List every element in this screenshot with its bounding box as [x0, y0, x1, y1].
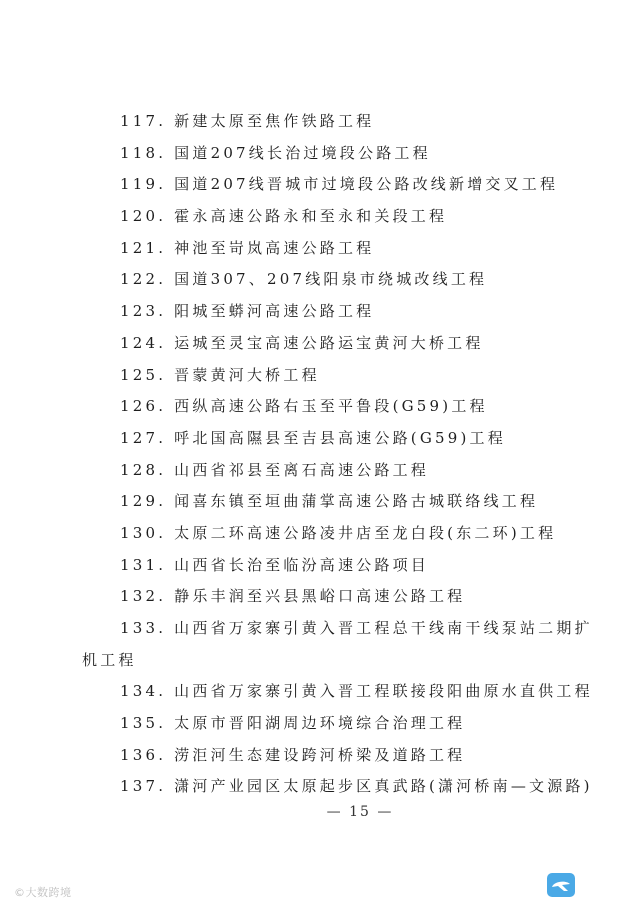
- item-text: 国道207线晋城市过境段公路改线新增交叉工程: [174, 175, 559, 194]
- item-text: 运城至灵宝高速公路运宝黄河大桥工程: [174, 333, 484, 352]
- item-text: 闻喜东镇至垣曲蒲掌高速公路古城联络线工程: [174, 492, 539, 511]
- list-item: [0, 676, 640, 708]
- list-item: [0, 518, 640, 550]
- list-item: [0, 264, 640, 296]
- item-text: 太原二环高速公路凌井店至龙白段(东二环)工程: [174, 523, 557, 542]
- item-text: 涝洰河生态建设跨河桥梁及道路工程: [174, 745, 466, 764]
- item-number: 120.: [120, 207, 167, 226]
- list-item: [0, 423, 640, 455]
- list-item: [0, 486, 640, 518]
- item-number: 119.: [120, 175, 167, 194]
- item-number: 125.: [120, 365, 167, 384]
- item-text: 潇河产业园区太原起步区真武路(潇河桥南—文源路): [174, 777, 593, 796]
- item-text: 静乐丰润至兴县黑峪口高速公路工程: [174, 587, 466, 606]
- list-item: [0, 771, 640, 803]
- item-number: 136.: [120, 745, 167, 764]
- list-item: [0, 106, 640, 138]
- list-item: [0, 233, 640, 265]
- item-number: 122.: [120, 270, 167, 289]
- item-number: 117.: [120, 112, 167, 130]
- item-number: 137.: [120, 777, 167, 796]
- list-item: [0, 138, 640, 170]
- item-text: 山西省万家寨引黄入晋工程联接段阳曲原水直供工程: [174, 682, 593, 701]
- list-item: [0, 708, 640, 740]
- item-text: 呼北国高隰县至吉县高速公路(G59)工程: [174, 428, 506, 447]
- item-text: 阳城至蟒河高速公路工程: [174, 302, 375, 321]
- item-text: 西纵高速公路右玉至平鲁段(G59)工程: [174, 397, 488, 416]
- cloud-plane-logo-icon: [546, 872, 576, 898]
- item-text: 山西省万家寨引黄入晋工程总干线南干线泵站二期扩: [174, 619, 593, 637]
- item-number: 121.: [120, 238, 167, 257]
- item-number: 133.: [120, 619, 167, 637]
- item-text: 太原市晋阳湖周边环境综合治理工程: [174, 714, 466, 733]
- list-item: [0, 740, 640, 772]
- project-list: [0, 106, 640, 803]
- list-item: [0, 581, 640, 613]
- item-text: 国道307、207线阳泉市绕城改线工程: [174, 270, 488, 289]
- page-number: — 15 —: [326, 804, 394, 820]
- watermark-text: ©大数跨境: [14, 886, 72, 899]
- item-number: 123.: [120, 302, 167, 321]
- item-text: 霍永高速公路永和至永和关段工程: [174, 207, 448, 226]
- item-text: 山西省长治至临汾高速公路项目: [174, 555, 429, 574]
- list-item: [0, 455, 640, 487]
- item-number: 124.: [120, 333, 167, 352]
- list-item: [0, 360, 640, 392]
- list-item: [0, 550, 640, 582]
- item-number: 127.: [120, 428, 167, 447]
- list-item: [0, 328, 640, 360]
- item-number: 134.: [120, 682, 167, 701]
- item-text-continuation: 机工程: [82, 650, 137, 669]
- item-text: 晋蒙黄河大桥工程: [174, 365, 320, 384]
- item-number: 135.: [120, 714, 167, 733]
- item-number: 126.: [120, 397, 167, 416]
- item-text: 神池至岢岚高速公路工程: [174, 238, 375, 257]
- item-number: 128.: [120, 460, 167, 479]
- item-number: 131.: [120, 555, 167, 574]
- list-item: [0, 296, 640, 328]
- item-number: 132.: [120, 587, 167, 606]
- item-number: 118.: [120, 143, 167, 162]
- item-number: 129.: [120, 492, 167, 511]
- item-text: 山西省祁县至离石高速公路工程: [174, 460, 429, 479]
- item-text: 新建太原至焦作铁路工程: [174, 112, 375, 130]
- list-item: [0, 391, 640, 423]
- item-text: 国道207线长治过境段公路工程: [174, 143, 431, 162]
- list-item: [0, 169, 640, 201]
- list-item: [0, 201, 640, 233]
- item-number: 130.: [120, 523, 167, 542]
- list-item: [0, 613, 640, 676]
